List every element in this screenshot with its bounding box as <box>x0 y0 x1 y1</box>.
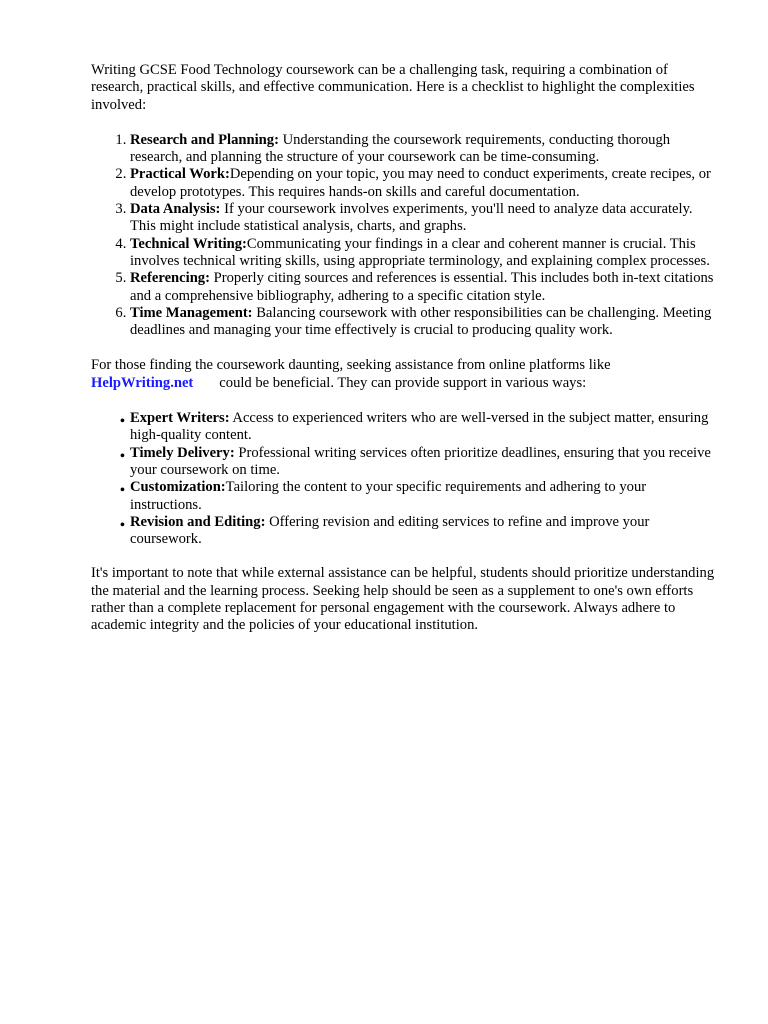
benefit-term: Timely Delivery: <box>130 444 235 461</box>
helpwriting-link[interactable]: HelpWriting.net <box>91 374 194 391</box>
benefit-item <box>120 513 721 549</box>
checklist-item <box>130 270 721 305</box>
checklist-term: Research and Planning: <box>130 131 279 148</box>
benefit-term: Expert Writers: <box>130 410 230 427</box>
help-text-before: For those finding the coursework daunting, seeking assistance from online platforms like <box>91 357 611 374</box>
benefit-text: Professional writing services often prioritize deadlines, ensuring that you receive your coursework on time. <box>130 444 711 478</box>
checklist-term: Data Analysis: <box>130 201 221 218</box>
checklist-item <box>130 166 721 201</box>
checklist-text: Depending on your topic, you may need to conduct experiments, create recipes, or develop prototypes. This requires hands-on skills and careful documentation. <box>130 166 711 200</box>
checklist-term: Practical Work: <box>130 166 230 183</box>
checklist-term: Technical Writing: <box>130 235 247 252</box>
bullet-icon: • <box>120 414 125 430</box>
benefits-list <box>91 410 721 548</box>
checklist-term: Referencing: <box>130 270 210 287</box>
checklist-text: Understanding the coursework requirements, conducting thorough research, and planning the structure of your coursework can be time-consuming. <box>130 131 671 166</box>
checklist-item <box>130 305 721 340</box>
benefit-item <box>120 479 721 514</box>
checklist-term: Time Management: <box>130 304 253 321</box>
checklist-item <box>130 201 721 236</box>
help-text-after: could be beneficial. They can provide support in various ways: <box>219 374 587 391</box>
benefit-text: Access to experienced writers who are well-versed in the subject matter, ensuring high-quality content. <box>130 410 709 444</box>
benefit-item <box>120 410 721 445</box>
benefit-term: Customization: <box>130 479 226 496</box>
benefit-item <box>120 444 721 480</box>
checklist-text: Balancing coursework with other responsibilities can be challenging. Meeting deadlines and managing your time effectively is crucial to producing quality work. <box>130 304 712 339</box>
checklist <box>91 132 721 340</box>
benefit-text: Offering revision and editing services to refine and improve your coursework. <box>130 513 650 548</box>
benefit-text: Tailoring the content to your specific requirements and adhering to your instructions. <box>130 479 647 513</box>
checklist-item <box>130 236 721 271</box>
bullet-icon: • <box>120 483 125 499</box>
bullet-icon: • <box>120 517 125 533</box>
checklist-text: Properly citing sources and references is essential. This includes both in-text citations and a comprehensive bibliography, adhering to a specific citation style. <box>130 270 714 304</box>
intro-paragraph: Writing GCSE Food Technology coursework can be a challenging task, requiring a combination of research, practical skills, and effective communication. Here is a checklist to highlight the complexities involved: <box>91 62 695 113</box>
checklist-text: Communicating your findings in a clear and coherent manner is crucial. This involves technical writing skills, using appropriate terminology, and explaining complex processes. <box>130 235 710 269</box>
bullet-icon: • <box>120 448 125 464</box>
document-page <box>91 62 721 635</box>
closing-paragraph: It's important to note that while external assistance can be helpful, students should prioritize understanding the material and the learning process. Seeking help should be seen as a supplement to one's own efforts rather than a complete replacement for personal engagement with the coursework. Always adhere to academic integrity and the policies of your educational institution. <box>91 565 715 634</box>
help-paragraph <box>91 357 721 392</box>
checklist-item <box>130 132 721 167</box>
checklist-text: If your coursework involves experiments, you'll need to analyze data accurately. This might include statistical analysis, charts, and graphs. <box>130 201 693 235</box>
benefit-term: Revision and Editing: <box>130 513 266 530</box>
